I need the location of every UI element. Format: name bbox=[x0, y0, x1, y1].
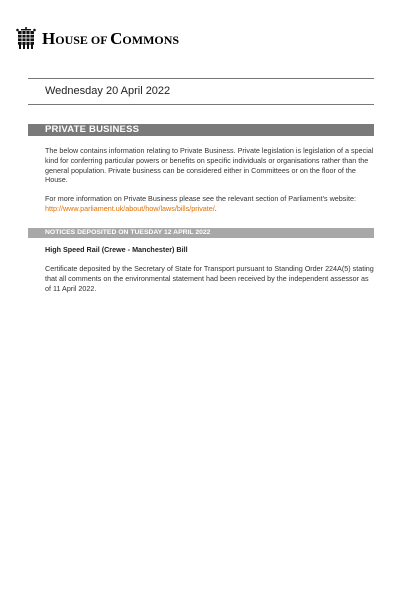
more-info-paragraph bbox=[45, 194, 375, 214]
bill-notice-text: Certificate deposited by the Secretary of State for Transport pursuant to Standing Order 224A(5) stating that all comments on the environmental statement had been received by the independent assessor as of 11 April 2022. bbox=[45, 264, 374, 293]
house-title-c: C bbox=[110, 29, 123, 48]
section-header-bar bbox=[28, 124, 374, 136]
house-of-commons-title bbox=[42, 29, 179, 49]
more-info-text: For more information on Private Business please see the relevant section of Parliament's website: bbox=[45, 194, 356, 203]
intro-paragraph: The below contains information relating to Private Business. Private legislation is legislation of a special kind for conferring particular powers or benefits on specific individuals or organisations rather than the general population. Private business can be considered either in Committees or on the floor of the House. bbox=[45, 146, 374, 185]
page-header bbox=[16, 26, 179, 52]
notices-header-bar bbox=[28, 228, 374, 238]
bill-title: High Speed Rail (Crewe - Manchester) Bill bbox=[45, 245, 188, 254]
more-info-end: . bbox=[214, 203, 217, 213]
portcullis-icon bbox=[16, 27, 36, 51]
parliament-private-link[interactable]: http://www.parliament.uk/about/how/laws/bills/private/ bbox=[45, 203, 215, 213]
top-divider bbox=[28, 78, 374, 79]
notices-heading: NOTICES DEPOSITED ON TUESDAY 12 APRIL 2022 bbox=[45, 229, 211, 236]
page-date: Wednesday 20 April 2022 bbox=[45, 85, 171, 97]
date-divider bbox=[28, 104, 374, 105]
house-title-h: H bbox=[42, 29, 56, 48]
section-title: PRIVATE BUSINESS bbox=[45, 124, 140, 135]
house-title-ouse-of: OUSE OF bbox=[55, 33, 111, 47]
house-title-ommons: OMMONS bbox=[122, 33, 180, 47]
